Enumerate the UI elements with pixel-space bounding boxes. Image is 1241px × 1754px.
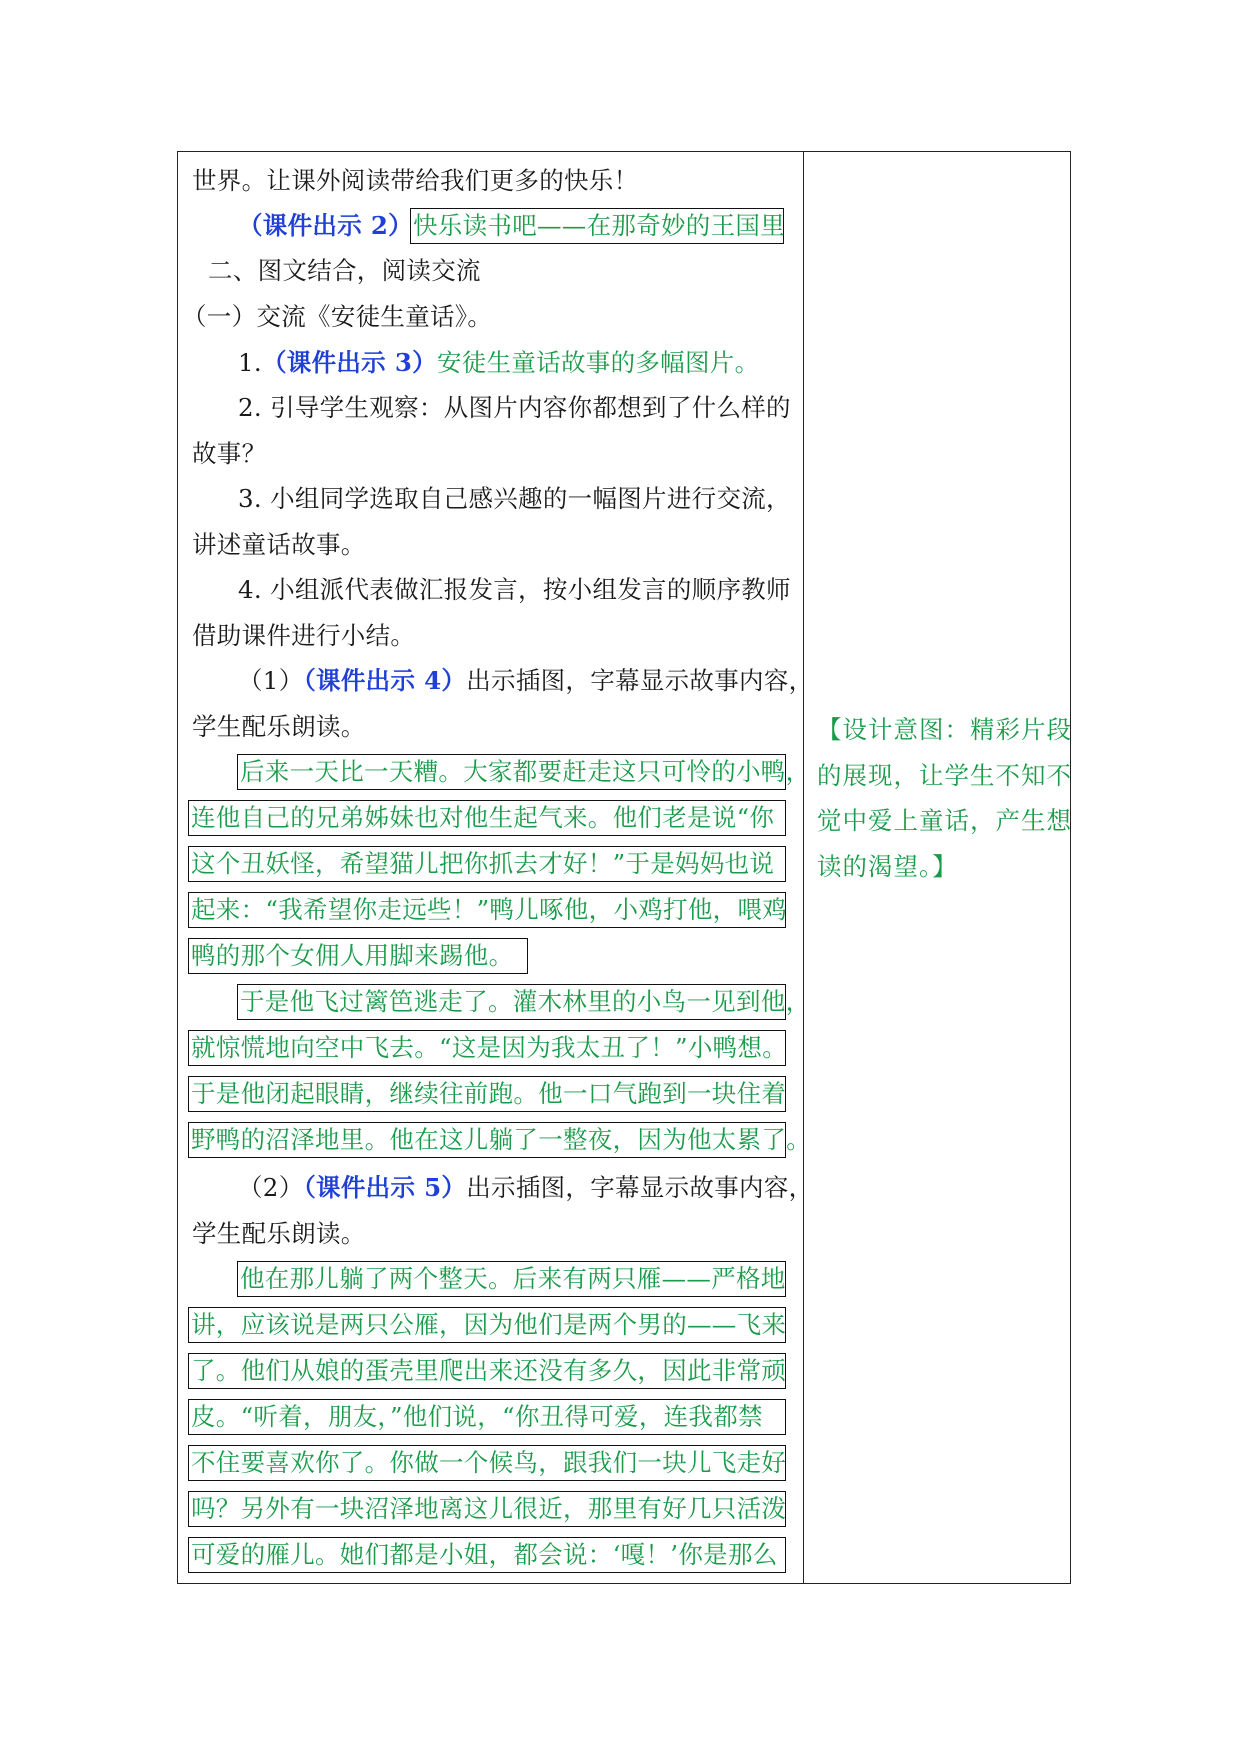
section-heading-2: 二、图文结合，阅读交流 (208, 256, 481, 285)
excerpt-3-line: 吗？另外有一块沼泽地离这儿很近，那里有好几只活泼 (188, 1491, 786, 1527)
part-1-courseware-label: （课件出示 4） (303, 666, 467, 695)
intro-line: 世界。让课外阅读带给我们更多的快乐！ (192, 166, 639, 195)
step-4-line-a: 4. 小组派代表做汇报发言，按小组发言的顺序教师 (238, 575, 791, 604)
step-1 (238, 344, 792, 382)
part-2-text: 出示插图，字幕显示故事内容， (466, 1173, 814, 1202)
excerpt-3-line: 了。他们从娘的蛋壳里爬出来还没有多久，因此非常顽 (188, 1353, 786, 1389)
design-note-line: 觉中爱上童话，产生想 (817, 806, 1072, 835)
excerpt-2-line: 野鸭的沼泽地里。他在这儿躺了一整夜，因为他太累了。 (188, 1122, 786, 1158)
step-3-line-b: 讲述童话故事。 (192, 530, 366, 559)
step-1-courseware-label: （课件出示 3） (261, 348, 437, 377)
step-2-line-a: 2. 引导学生观察：从图片内容你都想到了什么样的 (238, 393, 791, 422)
excerpt-2-line: 于是他飞过篱笆逃走了。灌木林里的小鸟一见到他， (237, 984, 786, 1020)
excerpt-1-line: 后来一天比一天糟。大家都要赶走这只可怜的小鸭， (237, 754, 786, 790)
part-1-text: 出示插图，字幕显示故事内容， (466, 666, 814, 695)
step-1-text: 安徒生童话故事的多幅图片。 (436, 348, 760, 377)
excerpt-2-line: 于是他闭起眼睛，继续往前跑。他一口气跑到一块住着 (188, 1076, 786, 1112)
excerpt-3-line: 不住要喜欢你了。你做一个候鸟，跟我们一块儿飞走好 (188, 1445, 786, 1481)
excerpt-3-line: 可爱的雁儿。她们都是小姐，都会说：‘嘎！’你是那么 (188, 1537, 786, 1573)
design-note-line: 的展现，让学生不知不 (817, 761, 1072, 790)
part-2-line-b: 学生配乐朗读。 (192, 1219, 366, 1248)
excerpt-1-line: 连他自己的兄弟姊妹也对他生起气来。他们老是说“你 (188, 800, 786, 836)
subsection-heading-1: （一）交流《安徒生童话》。 (182, 302, 493, 331)
excerpt-2-line: 就惊慌地向空中飞去。“这是因为我太丑了！”小鸭想。 (188, 1030, 786, 1066)
teaching-process-column (178, 152, 814, 1583)
excerpt-3-line: 他在那儿躺了两个整天。后来有两只雁——严格地 (237, 1261, 786, 1297)
excerpt-3-line: 讲，应该说是两只公雁，因为他们是两个男的——飞来 (188, 1307, 786, 1343)
part-1-line-b: 学生配乐朗读。 (192, 712, 366, 741)
design-note-line: 读的渴望。】 (817, 852, 958, 881)
courseware-2-title: 快乐读书吧——在那奇妙的王国里 (410, 208, 784, 244)
excerpt-1-line: 起来：“我希望你走远些！”鸭儿啄他，小鸡打他，喂鸡 (188, 892, 786, 928)
part-1-number: （1） (238, 666, 304, 695)
step-4-line-b: 借助课件进行小结。 (192, 621, 416, 650)
step-2-line-b: 故事？ (192, 439, 267, 468)
design-intent-column (804, 152, 1070, 1583)
courseware-2-label: （课件出示 2） (238, 211, 413, 240)
step-3-line-a: 3. 小组同学选取自己感兴趣的一幅图片进行交流， (238, 484, 791, 513)
part-1-line-a (238, 662, 814, 700)
lesson-table (177, 151, 1071, 1584)
part-2-number: （2） (238, 1173, 304, 1202)
excerpt-1-line: 这个丑妖怪，希望猫儿把你抓去才好！”于是妈妈也说 (188, 846, 786, 882)
step-1-number: 1. (238, 348, 262, 377)
excerpt-3-line: 皮。“听着，朋友，”他们说，“你丑得可爱，连我都禁 (188, 1399, 786, 1435)
excerpt-1-line: 鸭的那个女佣人用脚来踢他。 (188, 938, 528, 974)
part-2-courseware-label: （课件出示 5） (303, 1173, 467, 1202)
part-2-line-a (238, 1169, 814, 1207)
design-note-line: 【设计意图：精彩片段 (817, 715, 1072, 744)
